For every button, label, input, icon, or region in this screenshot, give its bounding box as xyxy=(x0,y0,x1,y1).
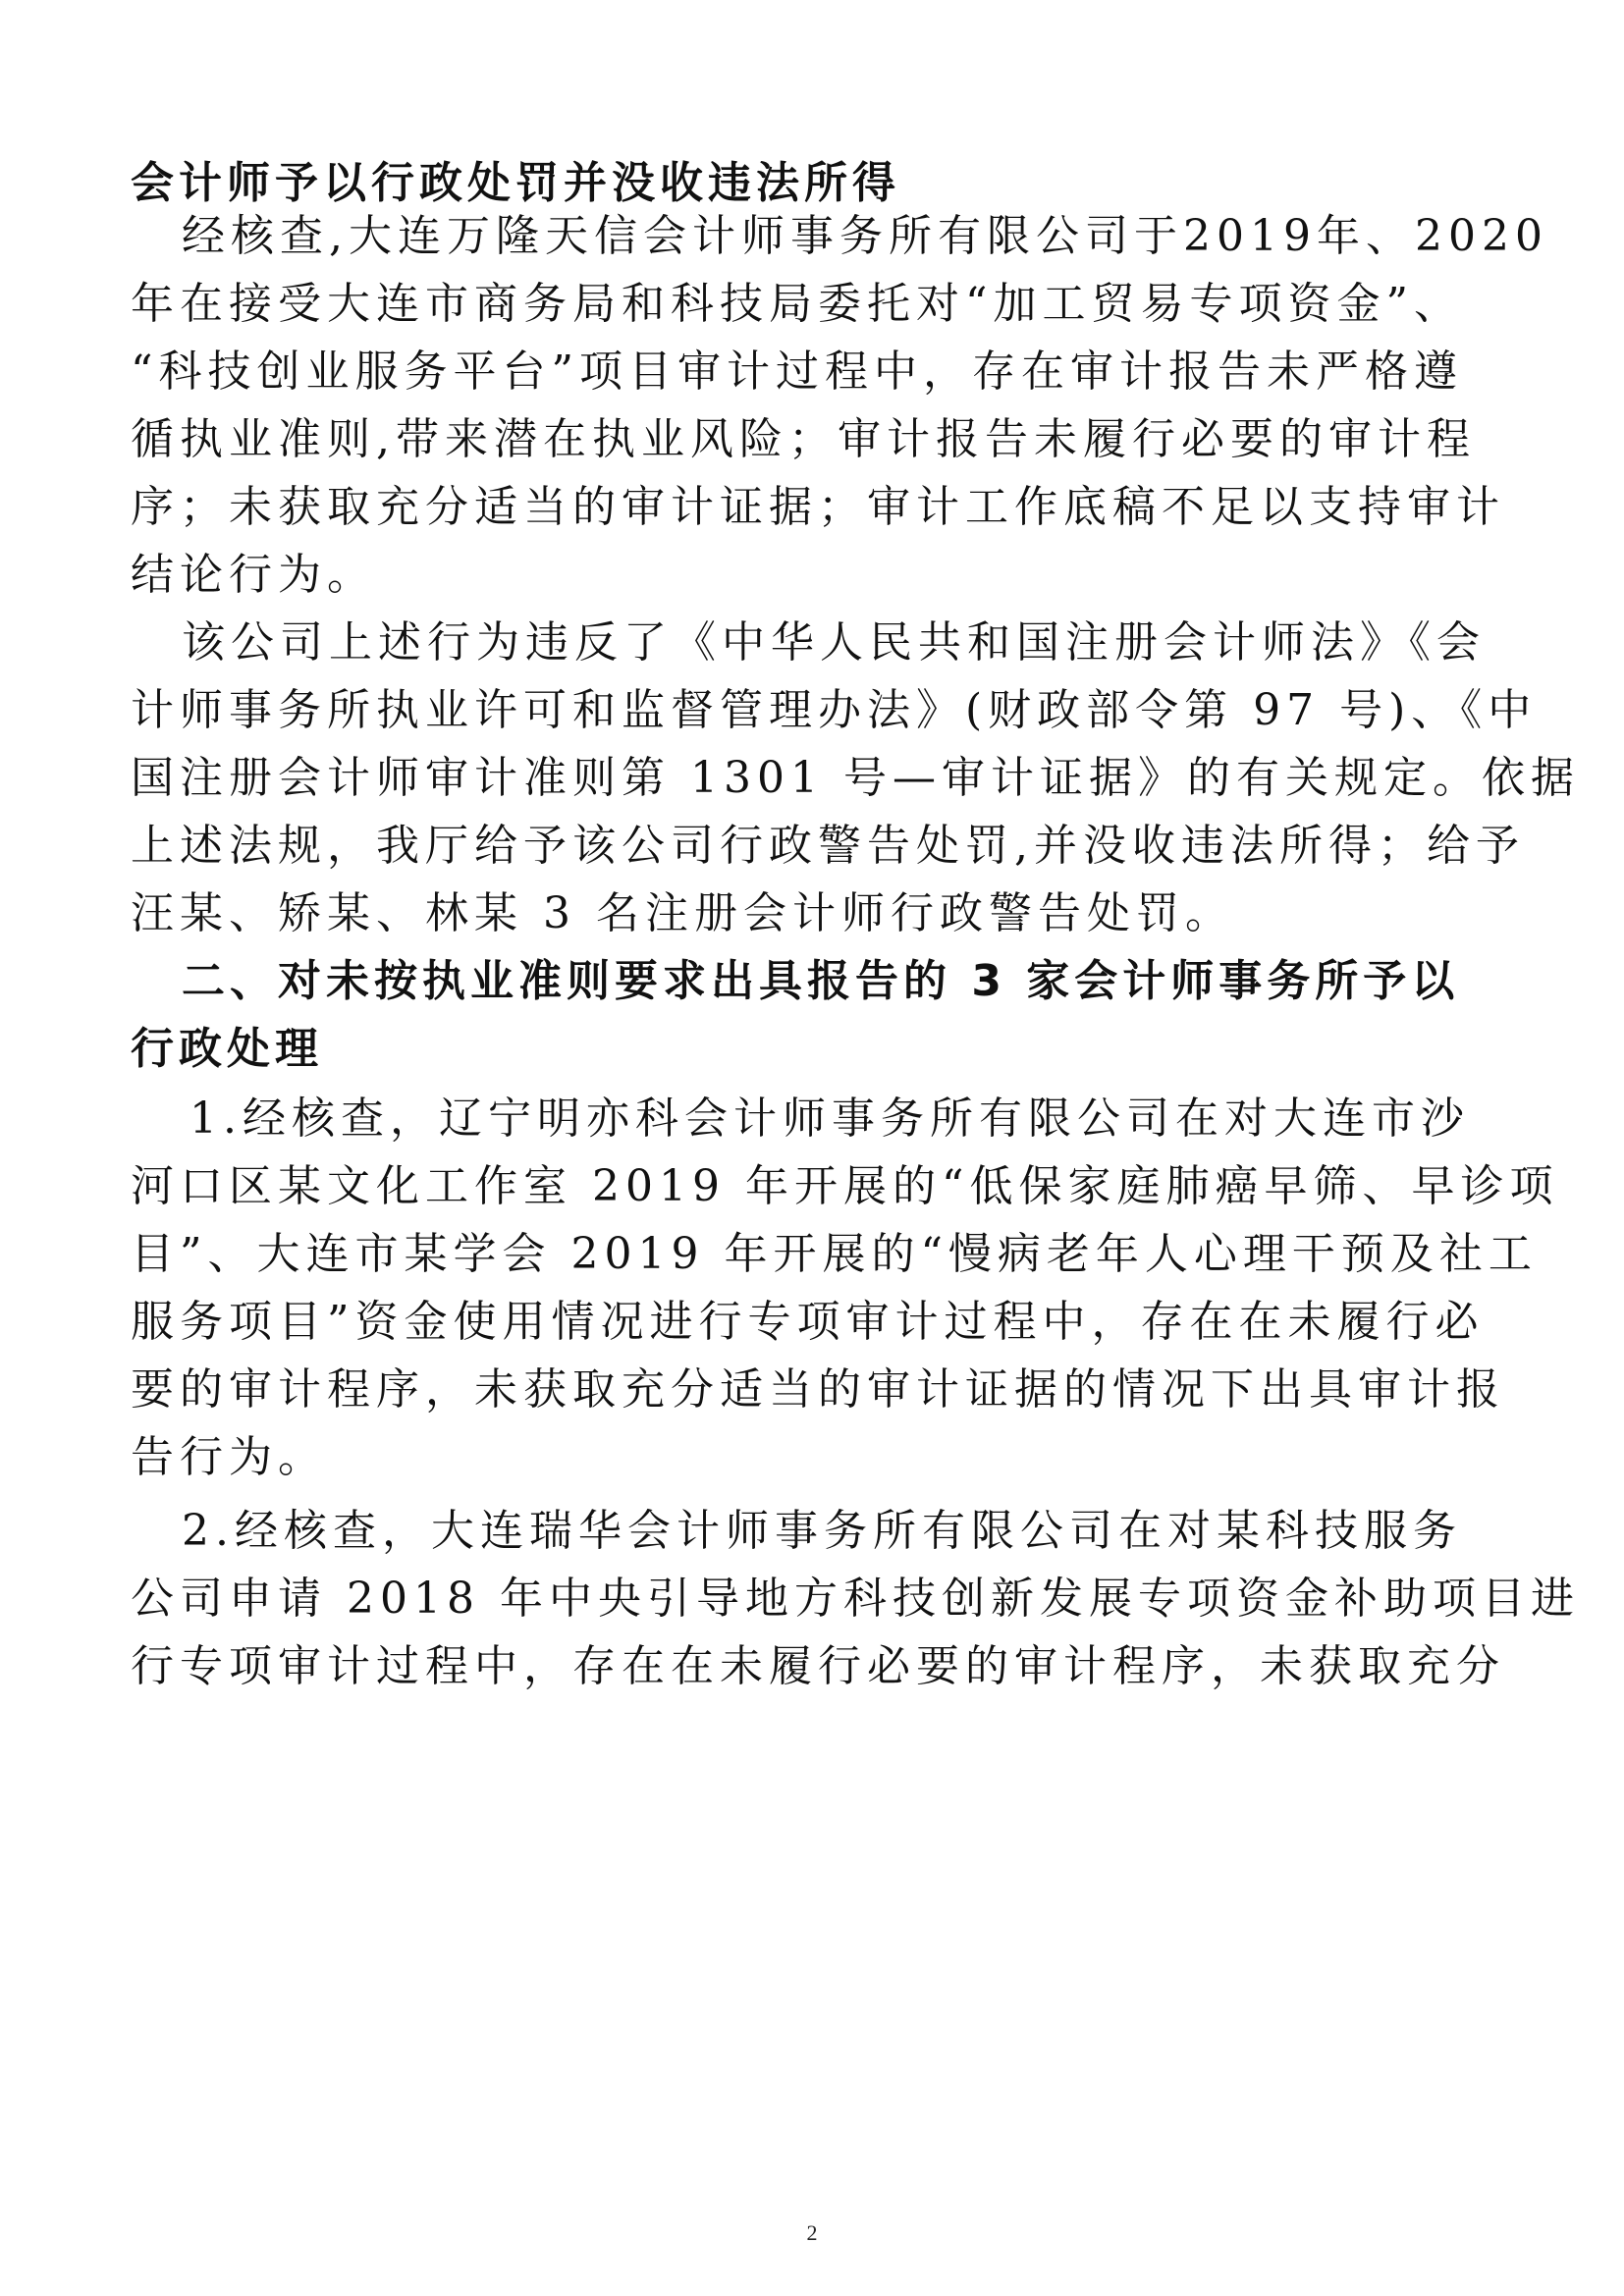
paragraph-line: 1.经核查，辽宁明亦科会计师事务所有限公司在对大连市沙 xyxy=(189,1094,1470,1144)
paragraph-line: 循执业准则,带来潜在执业风险；审计报告未履行必要的审计程 xyxy=(131,414,1476,464)
page-number: 2 xyxy=(806,2220,818,2245)
paragraph-line: 公司申请 2018 年中央引导地方科技创新发展专项资金补助项目进 xyxy=(131,1574,1580,1624)
paragraph-line: 结论行为。 xyxy=(131,550,376,600)
paragraph-line: 河口区某文化工作室 2019 年开展的“低保家庭肺癌早筛、早诊项 xyxy=(131,1161,1559,1211)
paragraph-line: 国注册会计师审计准则第 1301 号—审计证据》的有关规定。依据 xyxy=(131,753,1580,803)
paragraph-line: 告行为。 xyxy=(131,1432,327,1482)
section-heading-line: 行政处理 xyxy=(131,1024,323,1074)
paragraph-line: 目”、大连市某学会 2019 年开展的“慢病老年人心理干预及社工 xyxy=(131,1229,1538,1279)
paragraph-line: 序；未获取充分适当的审计证据；审计工作底稿不足以支持审计 xyxy=(131,482,1505,532)
paragraph-line: 要的审计程序，未获取充分适当的审计证据的情况下出具审计报 xyxy=(131,1364,1505,1415)
heading-line: 会计师予以行政处罚并没收违法所得 xyxy=(131,158,900,208)
paragraph-line: 2.经核查，大连瑞华会计师事务所有限公司在对某科技服务 xyxy=(182,1506,1462,1556)
paragraph-line: 经核查,大连万隆天信会计师事务所有限公司于2019年、2020 xyxy=(182,211,1548,261)
paragraph-line: 该公司上述行为违反了《中华人民共和国注册会计师法》《会 xyxy=(182,617,1486,667)
paragraph-line: 年在接受大连市商务局和科技局委托对“加工贸易专项资金”、 xyxy=(131,279,1463,329)
paragraph-line: 计师事务所执业许可和监督管理办法》(财政部令第 97 号)、《中 xyxy=(131,685,1538,735)
paragraph-line: 汪某、矫某、林某 3 名注册会计师行政警告处罚。 xyxy=(131,888,1234,938)
paragraph-line: “科技创业服务平台”项目审计过程中，存在审计报告未严格遵 xyxy=(131,347,1463,397)
paragraph-line: 上述法规，我厅给予该公司行政警告处罚,并没收违法所得；给予 xyxy=(131,821,1525,871)
paragraph-line: 服务项目”资金使用情况进行专项审计过程中，存在在未履行必 xyxy=(131,1297,1485,1347)
section-heading-line: 二、对未按执业准则要求出具报告的 3 家会计师事务所予以 xyxy=(182,956,1460,1006)
paragraph-line: 行专项审计过程中，存在在未履行必要的审计程序，未获取充分 xyxy=(131,1641,1505,1691)
